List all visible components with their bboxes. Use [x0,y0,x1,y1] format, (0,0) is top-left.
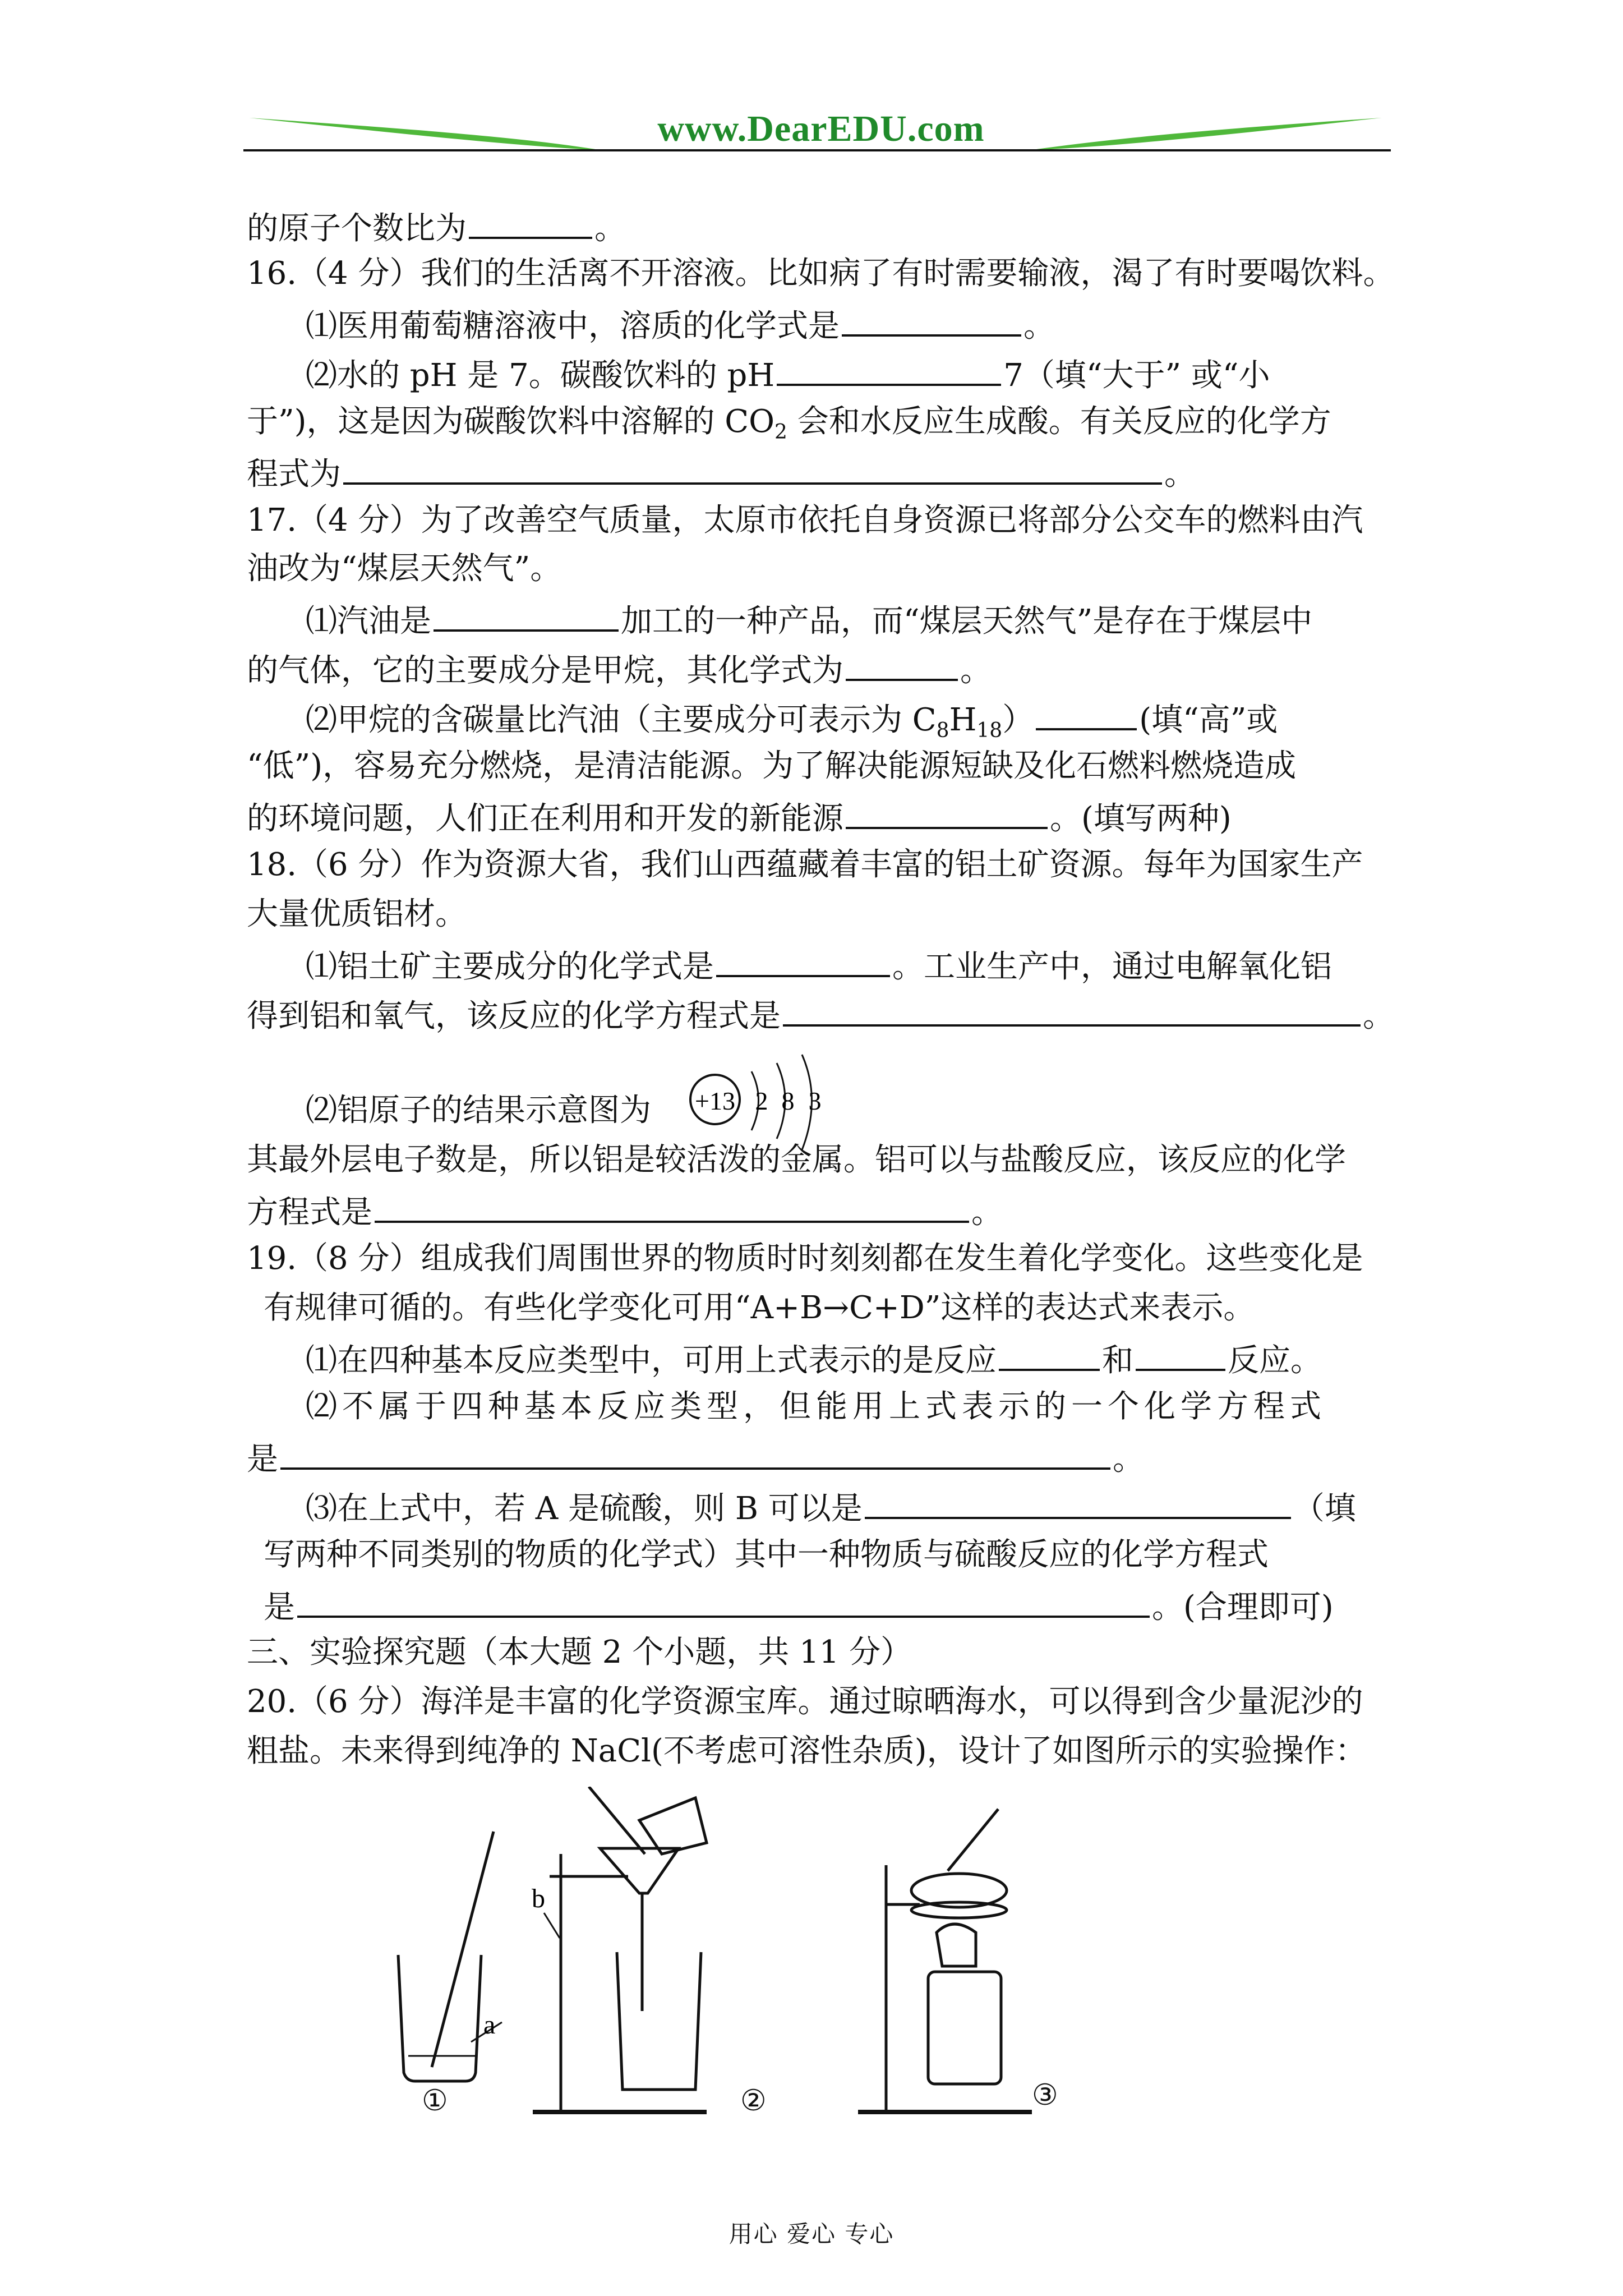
answer-blank [842,303,1021,337]
text-line: 的气体，它的主要成分是甲烷，其化学式为 。 [247,647,992,688]
apparatus-drawing [381,1787,1234,2123]
text-line: 得到铝和氧气，该反应的化学方程式是 。 [247,993,1394,1033]
text-line: ⑵水的 pH 是 7。碳酸饮料的 pH 7（填“大于” 或“小 [306,352,1270,393]
label-b: b [532,1884,545,1913]
text-line: 油改为“煤层天然气”。 [247,550,562,587]
site-url: www.DearEDU.com [657,108,985,149]
answer-blank [469,205,592,239]
text-line: 是 。 [247,1436,1144,1476]
text-line: 的环境问题，人们正在利用和开发的新能源 。(填写两种) [247,795,1232,836]
text-line: ⑵甲烷的含碳量比汽油（主要成分可表示为 $C_8H_{18}$） (填“高”或 [306,697,1278,737]
answer-blank [716,944,890,977]
text-line: 方程式是 。 [247,1189,1003,1230]
figure-number-3: ③ [1032,2078,1058,2112]
text-line: “低”)，容易充分燃烧，是清洁能源。为了解决能源短缺及化石燃料燃烧造成 [247,748,1297,784]
text-line: 粗盐。未来得到纯净的 NaCl(不考虑可溶性杂质)，设计了如图所示的实验操作： [247,1733,1367,1769]
question-18-title: 18.（6 分）作为资源大省，我们山西蕴藏着丰富的铝土矿资源。每年为国家生产 [247,846,1363,883]
answer-blank [777,352,1001,386]
atom-shell-2: 8 [781,1087,795,1115]
answer-blank [434,598,619,632]
question-19-title: 19.（8 分）组成我们周围世界的物质时时刻刻都在发生着化学变化。这些变化是 [247,1240,1363,1277]
text-line: ⑵不属于四种基本反应类型，但能用上式表示的一个化学方程式 [306,1388,1326,1425]
question-20-title: 20.（6 分）海洋是丰富的化学资源宝库。通过晾晒海水，可以得到含少量泥沙的 [247,1683,1363,1720]
experiment-apparatus-figure [381,1787,1234,2123]
text-line: 是 。(合理即可) [264,1584,1334,1625]
text-line: ⑴铝土矿主要成分的化学式是 。工业生产中，通过电解氧化铝 [306,944,1332,984]
text-line: 有规律可循的。有些化学变化可用“A+B→C+D”这样的表达式来表示。 [264,1290,1255,1326]
answer-blank [1136,1337,1225,1371]
text-line: 程式为 。 [247,451,1196,491]
atom-shell-1: 2 [755,1087,768,1115]
text-line: ⑴汽油是 加工的一种产品，而“煤层天然气”是存在于煤层中 [306,598,1312,638]
header-banner [243,107,1391,163]
figure-number-1: ① [422,2084,448,2118]
page-footer: 用心 爱心 专心 [728,2220,895,2248]
answer-blank [375,1189,969,1223]
text-line: 大量优质铝材。 [247,896,467,932]
text-line: 其最外层电子数是，所以铝是较活泼的金属。铝可以与盐酸反应，该反应的化学 [247,1142,1346,1178]
question-17-title: 17.（4 分）为了改善空气质量，太原市依托自身资源已将部分公交车的燃料由汽 [247,502,1363,539]
text-line: ⑵铝原子的结果示意图为 [306,1092,651,1129]
text-line: 于”)，这是因为碳酸饮料中溶解的 $CO_2$ 会和水反应生成酸。有关反应的化学方 [247,403,1331,444]
answer-blank [846,795,1048,829]
answer-blank [1036,697,1137,730]
question-16-title: 16.（4 分）我们的生活离不开溶液。比如病了有时需要输液，渴了有时要喝饮料。 [247,255,1395,292]
answer-blank [865,1485,1291,1519]
atom-nucleus: +13 [695,1087,735,1115]
answer-blank [999,1337,1100,1371]
text-line: ⑴在四种基本反应类型中，可用上式表示的是反应 和 反应。 [306,1337,1322,1378]
text-line: 的原子个数比为 。 [247,205,626,246]
figure-number-2: ② [740,2084,767,2118]
answer-blank [280,1436,1110,1470]
answer-blank [297,1584,1150,1618]
label-a: a [483,2010,496,2040]
text-line: 写两种不同类别的物质的化学式）其中一种物质与硫酸反应的化学方程式 [264,1536,1269,1573]
atom-shell-3: 3 [808,1087,822,1115]
answer-blank [783,993,1361,1027]
answer-blank [846,647,958,681]
text-line: ⑶在上式中，若 A 是硫酸，则 B 可以是 （填 [306,1485,1356,1526]
header-rule [243,149,1391,151]
answer-blank [343,451,1162,485]
text-line: ⑴医用葡萄糖溶液中，溶质的化学式是 。 [306,303,1055,343]
section-3-heading: 三、实验探究题（本大题 2 个小题，共 11 分） [247,1634,912,1671]
